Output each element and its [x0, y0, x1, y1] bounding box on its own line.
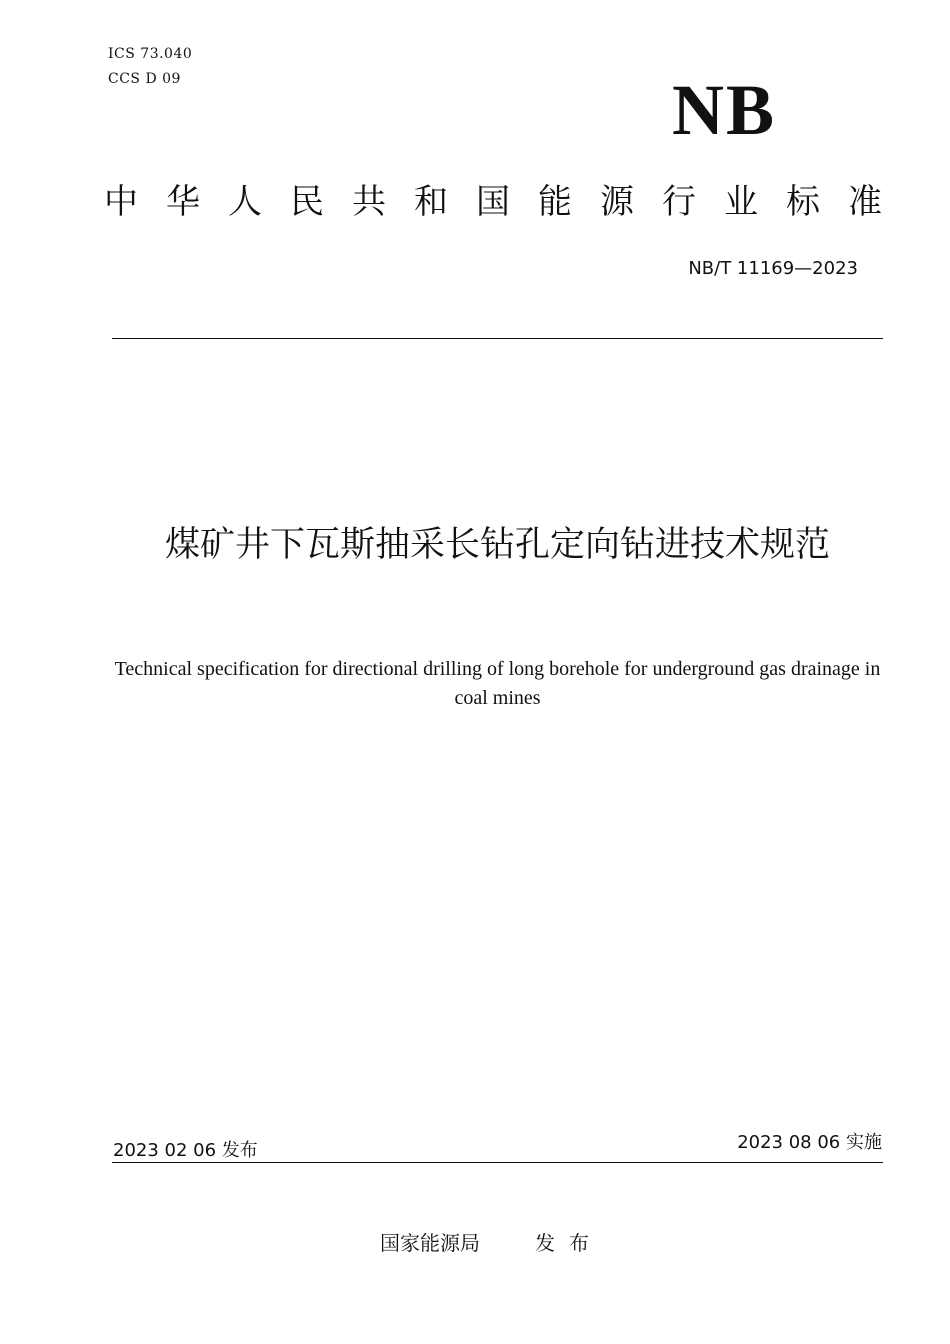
- nb-logo: NB: [672, 70, 777, 150]
- publisher-name: 国家能源局: [380, 1231, 480, 1255]
- ccs-code: CCS D 09: [108, 71, 181, 87]
- document-title-english: Technical specification for directional drilling of long borehole for underground gas drainage in coal mines: [114, 658, 881, 709]
- publish-label: 发布: [535, 1231, 603, 1255]
- top-divider: [112, 338, 883, 339]
- ics-code: ICS 73.040: [108, 46, 193, 62]
- standard-type-heading: 中华人民共和国能源行业标准: [104, 182, 882, 222]
- standard-number: NB/T 11169—2023: [688, 258, 858, 279]
- implementation-date: 2023 08 06 实施: [737, 1132, 882, 1153]
- issue-date: 2023 02 06 发布: [113, 1140, 258, 1161]
- bottom-divider: [112, 1162, 883, 1163]
- document-title-chinese: 煤矿井下瓦斯抽采长钻孔定向钻进技术规范: [164, 525, 830, 565]
